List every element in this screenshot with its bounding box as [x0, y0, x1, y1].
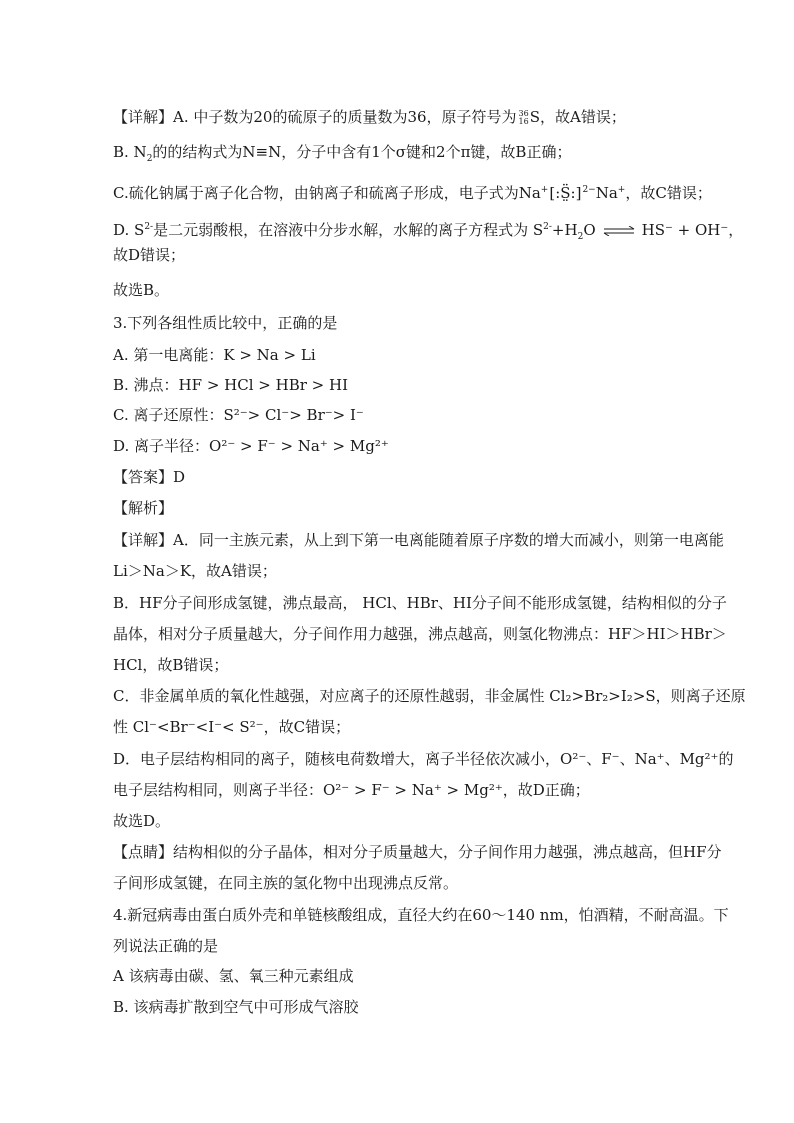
q3-tip-line2: 子间形成氢键，在同主族的氢化物中出现沸点反常。 [113, 874, 459, 892]
q2-option-d-end: 故D错误； [113, 246, 186, 264]
sodium: Na [518, 184, 541, 202]
q3-explanation-b1: B．HF分子间形成氢键，沸点最高， HCl、HBr、HI分子间不能形成氢键，结构相似的分子 [113, 594, 727, 612]
text: O [583, 221, 596, 239]
lewis-structure: [:S̤̈:] [549, 184, 582, 202]
q2-explanation-a [113, 107, 626, 127]
q3-tip-line1: 【点睛】结构相似的分子晶体，相对分子质量越大，分子间作用力越强，沸点越高，但HF分 [113, 843, 722, 861]
q3-explanation-b2: 晶体，相对分子质量越大，分子间作用力越强，沸点越高，则氢化物沸点：HF＞HI＞HBr＞ [113, 625, 727, 643]
q2-option-b [113, 142, 571, 169]
q3-explanation-c2: 性 Cl⁻<Br⁻<I⁻< S²⁻，故C错误； [113, 718, 351, 736]
q3-explanation-d2: 电子层结构相同，则离子半径：O²⁻ > F⁻ > Na⁺ > Mg²⁺，故D正确； [113, 781, 590, 799]
atomic-number: 16 [518, 117, 529, 126]
isotope-notation [519, 110, 529, 126]
text: +H [551, 221, 578, 239]
text: D. S [113, 221, 145, 239]
q3-answer: 【答案】D [113, 468, 186, 486]
charge: + [617, 185, 626, 195]
charge: + [540, 185, 549, 195]
text: B. N [113, 143, 147, 161]
q3-option-d: D. 离子半径：O²⁻ > F⁻ > Na⁺ > Mg²⁺ [113, 437, 389, 455]
subscript: 2 [146, 154, 153, 164]
text: ，故C错误； [625, 184, 712, 202]
subscript: 2 [577, 232, 584, 242]
q3-explanation-c1: C．非金属单质的氧化性越强，对应离子的还原性越弱，非金属性 Cl₂>Br₂>I₂>S，则离子还原 [113, 687, 746, 705]
text: 【详解】A. 中子数为20的硫原子的质量数为36，原子符号为 [113, 108, 517, 126]
text: 是二元弱酸根，在溶液中分步水解，水解的离子方程式为 S [153, 221, 544, 239]
q3-explanation-a2: Li＞Na＞K，故A错误； [113, 562, 277, 580]
q3-explanation-a1: 【详解】A．同一主族元素，从上到下第一电离能随着原子序数的增大而减小，则第一电离能 [113, 531, 724, 549]
q3-option-b: B. 沸点：HF > HCl > HBr > HI [113, 376, 348, 394]
q4-option-b: B. 该病毒扩散到空气中可形成气溶胶 [113, 998, 359, 1016]
element-symbol: S [529, 108, 541, 126]
mass-number: 36 [518, 109, 529, 118]
text: ，故A错误； [540, 108, 626, 126]
q3-explanation-b3: HCl，故B错误； [113, 656, 229, 674]
q3-analysis-heading: 【解析】 [113, 499, 174, 517]
charge: 2- [144, 222, 154, 232]
text: 的的结构式为N≡N，分子中含有1个σ键和2个π键，故B正确； [152, 143, 572, 161]
charge: 2− [582, 185, 596, 195]
equilibrium-arrow-icon [602, 226, 636, 236]
sodium: Na [595, 184, 618, 202]
q3-option-c: C. 离子还原性：S²⁻> Cl⁻> Br⁻> I⁻ [113, 406, 364, 424]
q2-option-d [113, 217, 743, 247]
q3-option-a: A. 第一电离能：K > Na > Li [113, 346, 316, 364]
q2-option-c [113, 180, 712, 203]
q3-conclusion: 故选D。 [113, 812, 171, 830]
q3-explanation-d1: D．电子层结构相同的离子，随核电荷数增大，离子半径依次减小，O²⁻、F⁻、Na⁺、Mg²⁺的 [113, 750, 734, 768]
q4-stem-line1: 4.新冠病毒由蛋白质外壳和单链核酸组成，直径大约在60～140 nm，怕酒精，不耐高温。下 [113, 906, 729, 924]
q4-option-a: A 该病毒由碳、氢、氧三种元素组成 [113, 967, 354, 985]
charge: 2- [543, 222, 552, 232]
q2-conclusion: 故选B。 [113, 281, 170, 299]
text: C.硫化钠属于离子化合物，由钠离子和硫离子形成，电子式为 [113, 184, 519, 202]
text: HS⁻ + OH⁻， [641, 221, 744, 239]
q4-stem-line2: 列说法正确的是 [113, 937, 219, 955]
q3-stem: 3.下列各组性质比较中，正确的是 [113, 314, 338, 332]
